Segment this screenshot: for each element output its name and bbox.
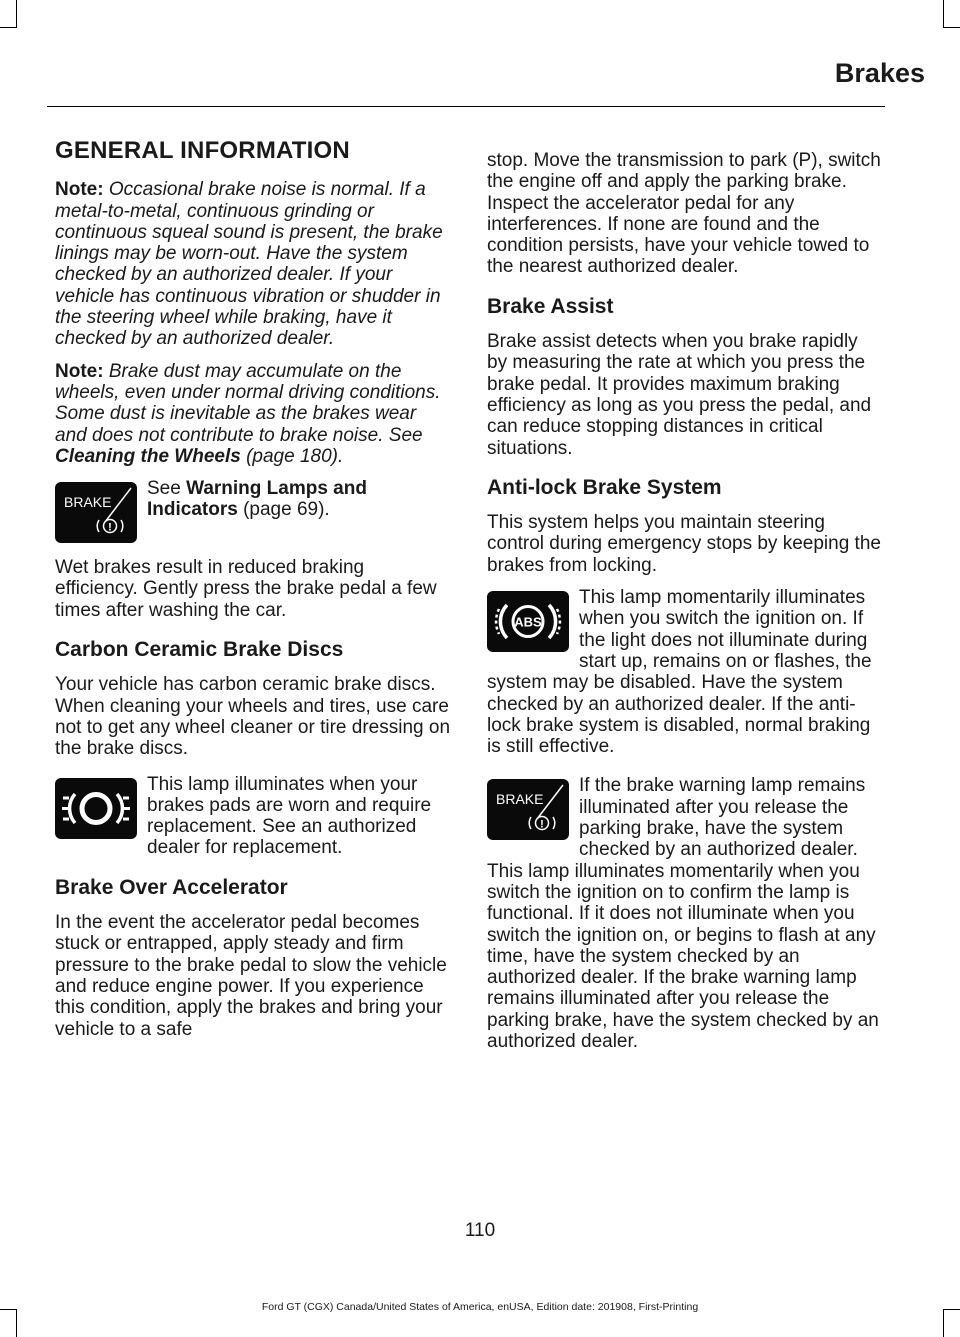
wet-brakes-text: Wet brakes result in reduced braking efficiency. Gently press the brake pedal a few times after washing the car. [55, 557, 437, 621]
abs-warning-icon [487, 591, 569, 652]
header-divider [47, 106, 885, 107]
note-label: Note: [55, 179, 104, 201]
carbon-discs-heading: Carbon Ceramic Brake Discs [55, 638, 344, 662]
edition-footer: Ford GT (CGX) Canada/United States of America, enUSA, Edition date: 201908, First-Printing [261, 1301, 699, 1313]
note-brake-noise [55, 179, 451, 349]
warning-lamps-link[interactable]: Warning Lamps and Indicators [147, 478, 367, 521]
left-column [55, 137, 451, 1051]
cleaning-wheels-link[interactable]: Cleaning the Wheels [55, 445, 241, 467]
note-text: Brake dust may accumulate on the wheels, even under normal driving conditions. Some dust is inevitable as the brakes wear and does not contribute to brake noise. See [55, 360, 441, 446]
abs-lamp-text: This lamp momentarily illuminates when you switch the ignition on. If the light does not illuminate during start up, remains on or flashes, the system may be disabled. Have the system checked by an authorized dealer. If the anti-lock brake system is disabled, normal braking is still effective. [487, 587, 872, 758]
abs-heading: Anti-lock Brake System [487, 475, 722, 499]
brake-over-accelerator-cont: stop. Move the transmission to park (P), switch the engine off and apply the parking brake. Inspect the accelerator pedal for any interferences. If none are found and the condition persists, have your vehicle towed to the nearest authorized dealer. [487, 150, 881, 278]
crop-mark [943, 1309, 944, 1337]
brake-pad-wear-icon [55, 778, 137, 839]
crop-mark [943, 0, 944, 28]
right-column [487, 150, 883, 1064]
note-text: Occasional brake noise is normal. If a metal-to-metal, continuous grinding or continuous squeal sound is present, the brake linings may be worn-out. Have the system checked by an authorized dealer. If your vehicle has continuous vibration or shudder in the steering wheel while braking, have it checked by an authorized dealer. [55, 179, 443, 350]
crop-mark [16, 0, 17, 28]
brake-warning-icon [487, 779, 569, 840]
alert-mark: ! [108, 521, 112, 534]
brake-lamp-text: If the brake warning lamp remains illuminated after you release the parking brake, have the system checked by an authorized dealer. This lamp illuminates momentarily when you switch the ignition on to confirm the lamp is functional. If it does not illuminate when you switch the ignition on, or begins to flash at any time, have the system checked by an authorized dealer. If the brake warning lamp remains illuminated after you release the parking brake, have the system checked by an authorized dealer. [487, 775, 879, 1052]
brake-label: BRAKE [64, 494, 112, 511]
brake-warning-icon [55, 482, 137, 543]
brake-assist-heading: Brake Assist [487, 294, 614, 318]
abs-label: ABS [514, 614, 542, 630]
brake-pad-para [55, 774, 451, 859]
brake-pad-text: This lamp illuminates when your brakes pads are worn and require replacement. See an authorized dealer for replacement. [147, 773, 432, 859]
page-ref: (page 180). [240, 445, 344, 467]
page-ref: (page 69). [237, 499, 330, 521]
note-brake-dust [55, 361, 451, 467]
abs-lamp-para [487, 587, 883, 757]
brake-label: BRAKE [496, 791, 544, 808]
carbon-discs-text: Your vehicle has carbon ceramic brake discs. When cleaning your wheels and tires, use care not to get any wheel cleaner or tire dressing on the brake discs. [55, 674, 451, 760]
crop-mark [0, 27, 17, 28]
note-label: Note: [55, 360, 104, 382]
page-number: 110 [464, 1220, 496, 1241]
crop-mark [16, 1309, 17, 1337]
crop-mark [943, 27, 960, 28]
abs-text: This system helps you maintain steering control during emergency stops by keeping the brakes from locking. [487, 512, 881, 576]
alert-mark: ! [540, 818, 544, 831]
section-title: GENERAL INFORMATION [55, 137, 350, 164]
see-label: See [147, 478, 187, 500]
warning-lamps-para [55, 478, 451, 545]
brake-lamp-para [487, 775, 883, 1052]
page-title: Brakes [834, 58, 925, 88]
brake-over-accelerator-text: In the event the accelerator pedal becomes stuck or entrapped, apply steady and firm pressure to the brake pedal to slow the vehicle and reduce engine power. If you experience this condition, apply the brakes and bring your vehicle to a safe [55, 912, 447, 1040]
brake-over-accelerator-heading: Brake Over Accelerator [55, 875, 288, 899]
brake-assist-text: Brake assist detects when you brake rapidly by measuring the rate at which you press the brake pedal. It provides maximum braking efficiency as long as you press the pedal, and can reduce stopping distances in critical situations. [487, 331, 872, 459]
